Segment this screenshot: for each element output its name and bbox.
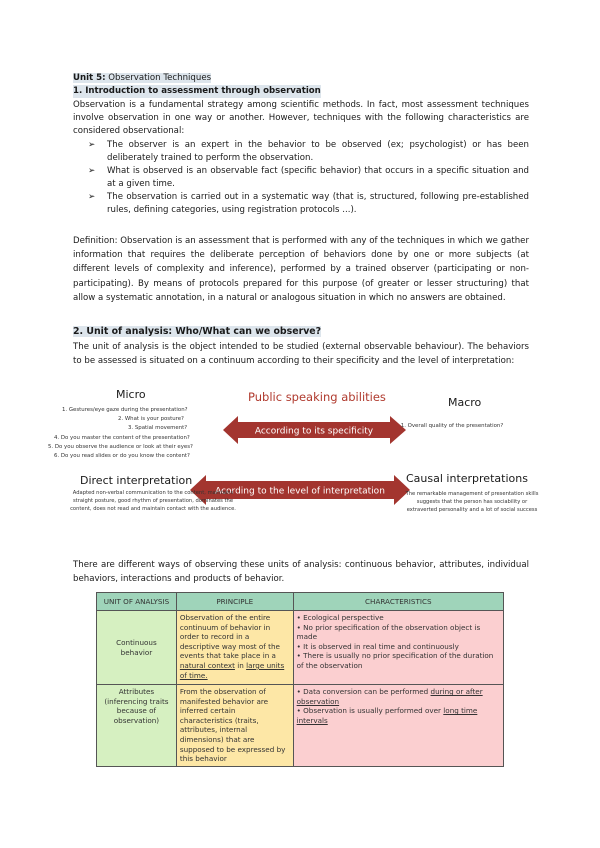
list-item: ➢ The observation is carried out in a systematic way (that is, structured, following pre-established rules, defining categories, using registration protocols ...). (88, 191, 529, 215)
list-item: 2. What is your posture? (118, 416, 184, 423)
specificity-interpretation-figure (40, 384, 550, 544)
column-header-characteristics: CHARACTERISTICS (293, 593, 503, 611)
list-item: 5. Do you observe the audience or look at their eyes? (48, 443, 193, 450)
list-item: • Data conversion can be performed during or after observation (296, 687, 483, 706)
unit-cell: Attributes (inferencing traits because of observation) (97, 685, 177, 767)
column-header-unit: UNIT OF ANALYSIS (97, 593, 177, 611)
unit-title-text: Observation Techniques (105, 73, 212, 83)
list-item: 4. Do you master the content of the presentation? (54, 434, 190, 441)
table-header-row (97, 593, 504, 611)
section1-intro: Observation is a fundamental strategy among scientific methods. In fact, most assessment techniques involve observation in one way or another. However, techniques with the following characteristics are considered observational: (73, 100, 529, 136)
characteristics-list (88, 139, 529, 216)
characteristics-cell (293, 611, 503, 685)
characteristics-cell (293, 685, 503, 767)
arrow1-label: According to its specificity (254, 426, 374, 437)
section2-paragraph: The unit of analysis is the object intended to be studied (external observable behaviour). The behaviors to be assessed is situated on a continuum according to their specificity and the level of interpretation: (73, 342, 529, 367)
definition-paragraph: Definition: Observation is an assessment that is performed with any of the techniques in which we gather information that requires the deliberate perception of behaviors done by one or more subjects (at different levels of complexity and inference), performed by a trained observer (participating or non-participating). By means of protocols prepared for this purpose (of greater or lesser structuring) that allow a systematic annotation, in a natural or analogous situation in which no answers are obtained. (73, 236, 529, 303)
list-item: • No prior specification of the observation object is made (296, 622, 481, 642)
table-row (97, 685, 504, 767)
unit-title (73, 72, 211, 85)
arrow-bullet-icon: ➢ (88, 191, 96, 202)
list-item: 6. Do you read slides or do you know the content? (54, 453, 190, 460)
list-item: • It is observed in real time and continuously (296, 641, 459, 651)
causal-interpretations-text: The remarkable management of presentation skills suggests that the person has sociability or extraverted personality and a lot of social success (405, 491, 539, 514)
public-speaking-title: Public speaking abilities (248, 390, 386, 404)
list-item: • There is usually no prior specification of the duration of the observation (296, 651, 494, 670)
list-item: ➢ What is observed is an observable fact (specific behavior) that occurs in a specific situation and at a given time. (88, 165, 529, 189)
list-item: 1. Gestures/eye gaze during the presentation? (62, 407, 188, 413)
macro-list: 1. Overall quality of the presentation? (400, 423, 504, 429)
list-item: • Ecological perspective (296, 613, 384, 622)
micro-title: Micro (116, 388, 146, 401)
direct-interpretation-title: Direct interpretation (80, 474, 193, 487)
arrow-bullet-icon: ➢ (88, 165, 96, 176)
ways-paragraph: There are different ways of observing these units of analysis: continuous behavior, attributes, individual behaviors, interactions and products of behavior. (73, 560, 529, 585)
principle-cell: Observation of the entire continuum of behavior in order to record in a descriptive way most of the events that take place in a natural context in large units of time. (176, 611, 293, 685)
micro-list (48, 406, 193, 461)
unit-label: Unit 5: (73, 73, 106, 83)
section2-heading: 2. Unit of analysis: Who/What can we observe? (73, 326, 322, 337)
list-item: 3. Spatial movement? (128, 425, 188, 432)
arrow2-label: Acording to the level of interpretation (215, 486, 385, 497)
list-item: • Observation is usually performed over long time intervals (296, 706, 478, 725)
list-item: ➢ The observer is an expert in the behavior to be observed (ex; psychologist) or has been deliberately trained to perform the observation. (88, 140, 529, 163)
column-header-principle: PRINCIPLE (176, 593, 293, 611)
direct-interpretation-text: Adapted non-verbal communication to the content, maintains straight posture, good rhythm of presentation, dominates the content, does not read and maintain contact with the audience. (70, 490, 236, 513)
causal-interpretations-title: Causal interpretations (406, 472, 528, 485)
arrow-bullet-icon: ➢ (88, 140, 96, 150)
macro-title: Macro (448, 396, 482, 409)
principle-cell: From the observation of manifested behavior are inferred certain characteristics (traits, attributes, internal dimensions) that are supposed to be expressed by this behavior (176, 685, 293, 767)
section1-heading: 1. Introduction to assessment through observation (73, 86, 321, 96)
units-table (96, 592, 504, 767)
table-row (97, 611, 504, 685)
unit-cell: Continuous behavior (97, 611, 177, 685)
